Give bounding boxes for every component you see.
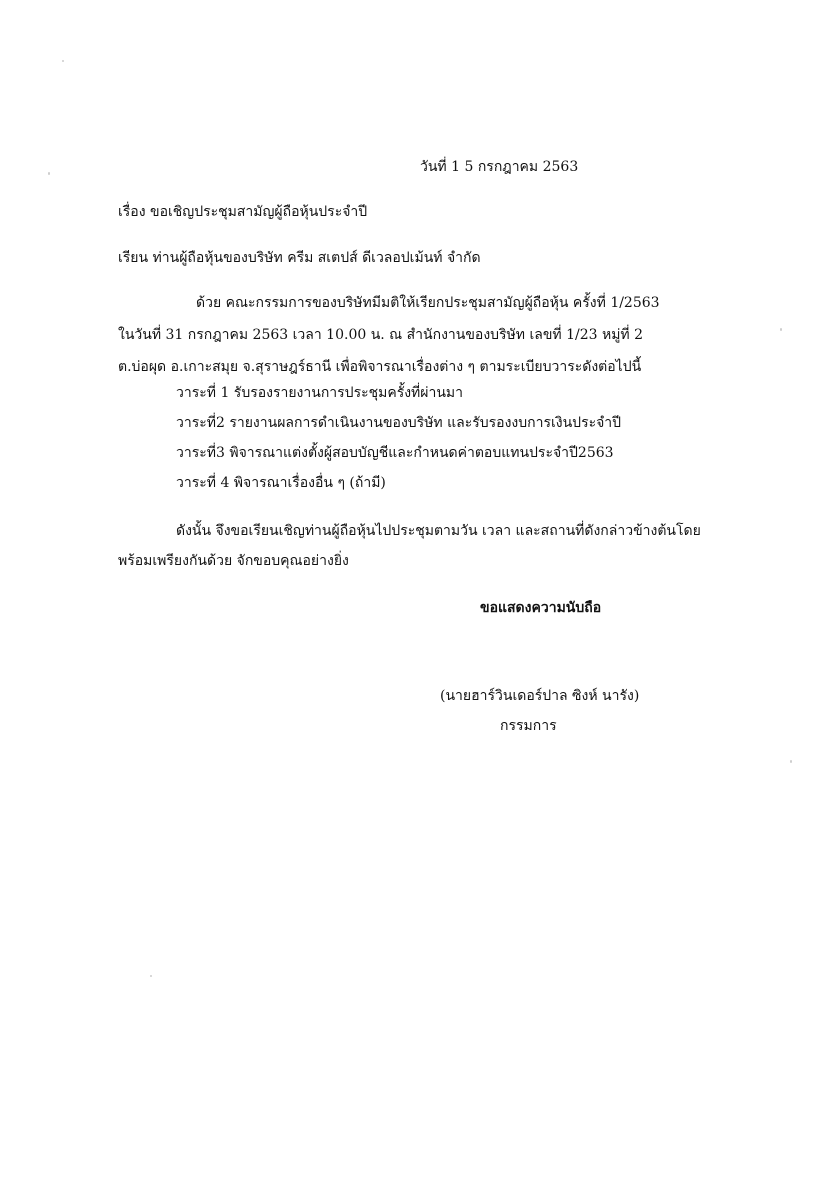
scan-speck [150,975,152,977]
agenda-item-2: วาระที่2 รายงานผลการดำเนินงานของบริษัท และรับรองงบการเงินประจำปี [176,415,622,431]
scan-speck [62,60,64,62]
letter-subject: เรื่อง ขอเชิญประชุมสามัญผู้ถือหุ้นประจำปี [118,204,368,220]
scan-speck [780,328,782,331]
agenda-item-4: วาระที่ 4 พิจารณาเรื่องอื่น ๆ (ถ้ามี) [176,475,386,491]
agenda-item-3: วาระที่3 พิจารณาแต่งตั้งผู้สอบบัญชีและกำหนดค่าตอบแทนประจำปี2563 [176,445,614,461]
signer-position: กรรมการ [500,718,557,734]
scan-speck [48,172,50,175]
body-line-2: ในวันที่ 31 กรกฎาคม 2563 เวลา 10.00 น. ณ สำนักงานของบริษัท เลขที่ 1/23 หมู่ที่ 2 [118,327,644,343]
letter-date: วันที่ 1 5 กรกฎาคม 2563 [420,159,579,175]
agenda-item-1: วาระที่ 1 รับรองรายงานการประชุมครั้งที่ผ่านมา [176,385,464,401]
letter-recipient: เรียน ท่านผู้ถือหุ้นของบริษัท ครีม สเตปส์ ดีเวลอปเม้นท์ จำกัด [118,250,481,266]
conclusion-line-1: ดังนั้น จึงขอเรียนเชิญท่านผู้ถือหุ้นไปประชุมตามวัน เวลา และสถานที่ดังกล่าวข้างต้นโดย [176,523,701,539]
closing-salutation: ขอแสดงความนับถือ [480,600,602,616]
body-line-1: ด้วย คณะกรรมการของบริษัทมีมติให้เรียกประชุมสามัญผู้ถือหุ้น ครั้งที่ 1/2563 [196,295,660,311]
scan-speck [790,760,792,763]
body-line-3: ต.บ่อผุด อ.เกาะสมุย จ.สุราษฎร์ธานี เพื่อพิจารณาเรื่องต่าง ๆ ตามระเบียบวาระดังต่อไปนี้ [118,359,642,375]
signer-name: (นายฮาร์วินเดอร์ปาล ซิงห์ นารัง) [440,688,640,704]
conclusion-line-2: พร้อมเพรียงกันด้วย จักขอบคุณอย่างยิ่ง [118,553,349,569]
